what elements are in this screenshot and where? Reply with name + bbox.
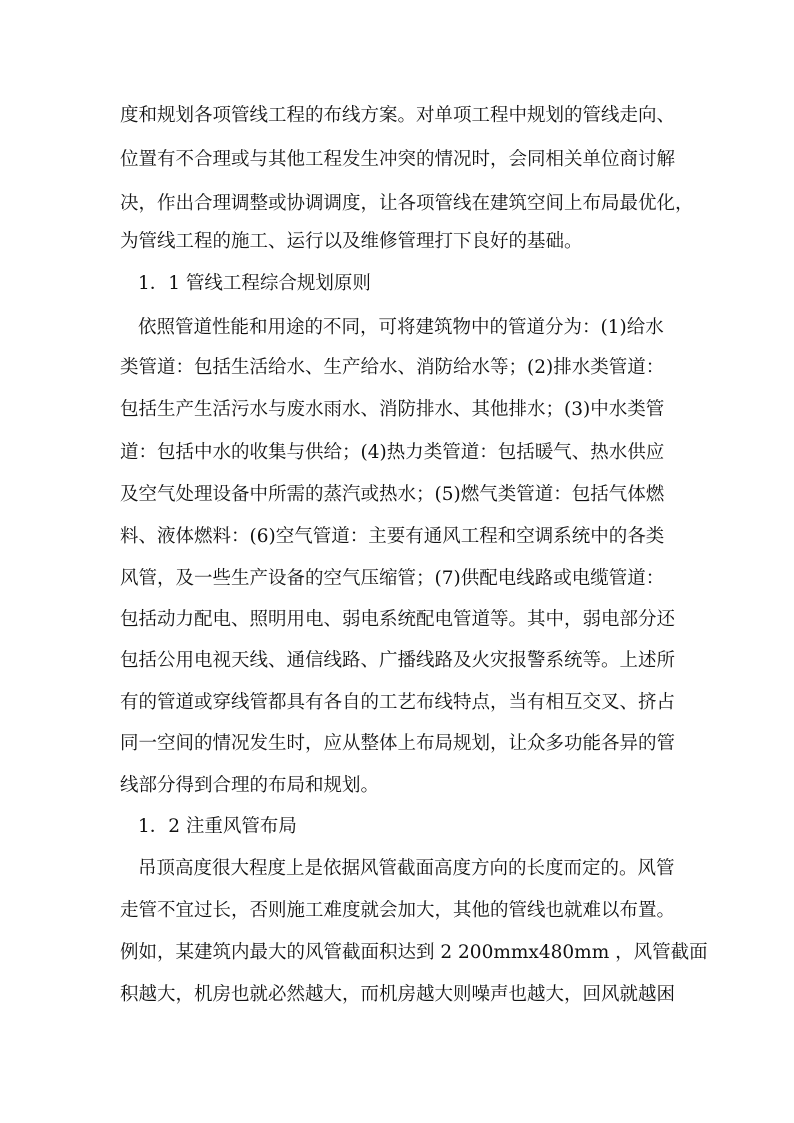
section-heading-1-1: 1．1 管线工程综合规划原则 xyxy=(138,273,371,294)
body-text-line: 包括动力配电、照明用电、弱电系统配电管道等。其中，弱电部分还 xyxy=(120,609,676,630)
paragraph-first-line: 吊顶高度很大程度上是依据风管截面高度方向的长度而定的。风管 xyxy=(138,858,675,879)
body-text-line: 料、液体燃料：(6)空气管道：主要有通风工程和空调系统中的各类 xyxy=(120,526,665,547)
body-text-line: 度和规划各项管线工程的布线方案。对单项工程中规划的管线走向、 xyxy=(120,105,676,126)
body-text-line: 积越大，机房也就必然越大，而机房越大则噪声也越大，回风就越困 xyxy=(120,984,676,1005)
body-text-line: 线部分得到合理的布局和规划。 xyxy=(120,775,380,796)
body-text-line: 同一空间的情况发生时，应从整体上布局规划，让众多功能各异的管 xyxy=(120,733,676,754)
body-text-line: 位置有不合理或与其他工程发生冲突的情况时，会同相关单位商讨解 xyxy=(120,149,676,170)
body-text-line: 有的管道或穿线管都具有各自的工艺布线特点，当有相互交叉、挤占 xyxy=(120,692,676,713)
body-text-line: 例如，某建筑内最大的风管截面积达到 2 200mmx480mm ，风管截面 xyxy=(120,942,708,963)
body-text-line: 包括公用电视天线、通信线路、广播线路及火灾报警系统等。上述所 xyxy=(120,650,676,671)
paragraph-first-line: 依照管道性能和用途的不同，可将建筑物中的管道分为：(1)给水 xyxy=(138,317,664,338)
body-text-line: 道：包括中水的收集与供给；(4)热力类管道：包括暖气、热水供应 xyxy=(120,442,665,463)
body-text-line: 类管道：包括生活给水、生产给水、消防给水等；(2)排水类管道： xyxy=(120,357,665,378)
body-text-line: 决，作出合理调整或协调调度，让各项管线在建筑空间上布局最优化， xyxy=(120,193,694,214)
section-heading-1-2: 1．2 注重风管布局 xyxy=(138,816,297,837)
body-text-line: 为管线工程的施工、运行以及维修管理打下良好的基础。 xyxy=(120,231,583,252)
body-text-line: 及空气处理设备中所需的蒸汽或热水；(5)燃气类管道：包括气体燃 xyxy=(120,484,665,505)
body-text-line: 走管不宜过长，否则施工难度就会加大，其他的管线也就难以布置。 xyxy=(120,900,676,921)
body-text-line: 包括生产生活污水与废水雨水、消防排水、其他排水；(3)中水类管 xyxy=(120,399,665,420)
body-text-line: 风管，及一些生产设备的空气压缩管；(7)供配电线路或电缆管道： xyxy=(120,568,665,589)
